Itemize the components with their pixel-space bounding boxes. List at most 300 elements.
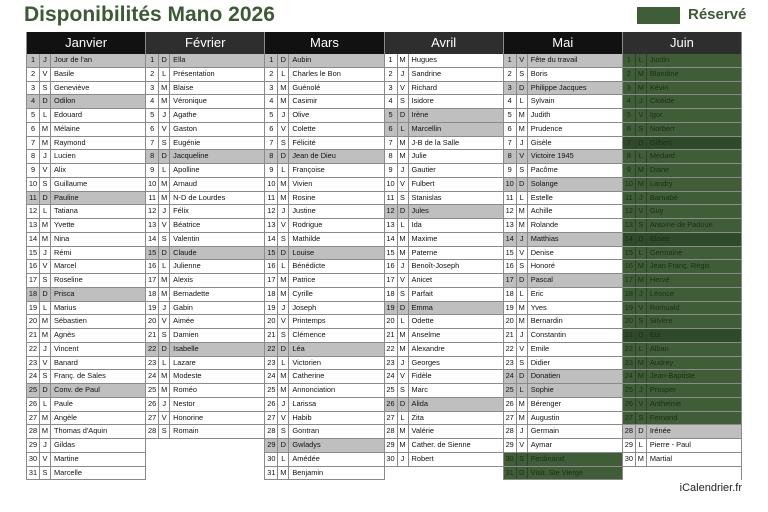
day-row bbox=[27, 453, 145, 467]
day-row bbox=[623, 398, 741, 412]
weekday-letter: D bbox=[517, 467, 528, 480]
saint-name: Pacôme bbox=[530, 165, 558, 174]
day-row bbox=[146, 370, 264, 384]
saint-name: Germaine bbox=[649, 247, 683, 257]
day-row bbox=[385, 82, 503, 96]
day-number: 26 bbox=[385, 398, 398, 411]
weekday-letter: M bbox=[40, 329, 51, 342]
saint-name: Aubin bbox=[292, 55, 312, 64]
weekday-letter: J bbox=[636, 288, 647, 301]
day-number: 9 bbox=[27, 164, 40, 177]
saint-name: Valérie bbox=[411, 426, 434, 436]
day-row bbox=[504, 68, 622, 82]
month-name: Avril bbox=[431, 35, 457, 50]
weekday-letter: S bbox=[40, 370, 51, 383]
day-row bbox=[265, 343, 383, 357]
weekday-letter: S bbox=[278, 329, 289, 342]
day-row bbox=[27, 95, 145, 109]
saint-name: Benoît-Joseph bbox=[411, 261, 460, 271]
weekday-letter: J bbox=[159, 302, 170, 315]
day-row bbox=[623, 164, 741, 178]
day-row bbox=[146, 329, 264, 343]
weekday-letter: L bbox=[398, 123, 409, 136]
day-number: 11 bbox=[623, 192, 636, 205]
saint-name: Parfait bbox=[411, 288, 433, 298]
day-row bbox=[27, 178, 145, 192]
day-number: 3 bbox=[504, 82, 517, 95]
weekday-letter: M bbox=[398, 439, 409, 452]
day-number: 15 bbox=[623, 247, 636, 260]
weekday-letter: J bbox=[278, 302, 289, 315]
day-row bbox=[265, 95, 383, 109]
day-number: 5 bbox=[623, 109, 636, 122]
day-number: 18 bbox=[385, 288, 398, 301]
weekday-letter: J bbox=[517, 425, 528, 438]
day-number: 21 bbox=[146, 329, 159, 342]
saint-name: Audrey bbox=[649, 357, 674, 367]
weekday-letter: V bbox=[636, 398, 647, 411]
weekday-letter: M bbox=[159, 95, 170, 108]
weekday-letter: J bbox=[398, 164, 409, 177]
day-number: 14 bbox=[623, 233, 636, 246]
weekday-letter: L bbox=[278, 453, 289, 466]
saint-name: Olive bbox=[292, 110, 310, 119]
day-number: 28 bbox=[623, 425, 636, 438]
day-row bbox=[385, 192, 503, 206]
weekday-letter: L bbox=[636, 343, 647, 356]
saint-name: Guillaume bbox=[54, 178, 88, 188]
weekday-letter: V bbox=[40, 164, 51, 177]
saint-name: Martial bbox=[649, 453, 673, 463]
day-row bbox=[146, 288, 264, 302]
day-number: 1 bbox=[265, 54, 278, 67]
day-number: 13 bbox=[623, 219, 636, 232]
month-column-5 bbox=[623, 32, 742, 480]
day-row bbox=[27, 274, 145, 288]
weekday-letter: V bbox=[159, 123, 170, 136]
saint-name: Alexis bbox=[173, 275, 193, 284]
day-number: 28 bbox=[504, 425, 517, 438]
weekday-letter: V bbox=[159, 412, 170, 425]
saint-name: Julie bbox=[411, 151, 427, 161]
day-number: 17 bbox=[265, 274, 278, 287]
weekday-letter: J bbox=[636, 95, 647, 108]
day-number: 22 bbox=[146, 343, 159, 356]
day-row bbox=[504, 384, 622, 398]
saint-name: Benjamin bbox=[292, 467, 324, 477]
day-number: 23 bbox=[385, 357, 398, 370]
saint-name: Roseline bbox=[54, 275, 83, 284]
weekday-letter: D bbox=[636, 329, 647, 342]
saint-name: Mathilde bbox=[292, 233, 321, 243]
saint-name: Yvette bbox=[54, 220, 75, 229]
saint-name: Guy bbox=[649, 206, 664, 216]
day-number: 8 bbox=[504, 150, 517, 163]
month-header bbox=[146, 32, 264, 54]
weekday-letter: L bbox=[398, 219, 409, 232]
day-number: 23 bbox=[265, 357, 278, 370]
day-number: 1 bbox=[623, 54, 636, 67]
day-row bbox=[265, 412, 383, 426]
weekday-letter: J bbox=[398, 68, 409, 81]
weekday-letter: V bbox=[517, 54, 528, 67]
day-row bbox=[146, 178, 264, 192]
saint-name: Hervé bbox=[649, 275, 670, 284]
day-number: 27 bbox=[265, 412, 278, 425]
day-number: 13 bbox=[385, 219, 398, 232]
weekday-letter: S bbox=[159, 233, 170, 246]
saint-name: Fulbert bbox=[411, 178, 435, 188]
day-row bbox=[265, 123, 383, 137]
weekday-letter: S bbox=[40, 274, 51, 287]
day-number: 13 bbox=[27, 219, 40, 232]
weekday-letter: M bbox=[159, 370, 170, 383]
day-number: 25 bbox=[146, 384, 159, 397]
weekday-letter: M bbox=[398, 343, 409, 356]
day-row bbox=[146, 192, 264, 206]
day-row bbox=[504, 137, 622, 151]
day-number: 29 bbox=[623, 439, 636, 452]
day-row bbox=[265, 288, 383, 302]
weekday-letter: S bbox=[159, 329, 170, 342]
day-row bbox=[623, 274, 741, 288]
saint-name: Robert bbox=[411, 453, 434, 463]
weekday-letter: L bbox=[40, 398, 51, 411]
page-title: Disponibilités Mano 2026 bbox=[24, 3, 275, 26]
day-row bbox=[504, 192, 622, 206]
saint-name: Valentin bbox=[173, 233, 200, 243]
day-row bbox=[385, 425, 503, 439]
saint-name: Anicet bbox=[411, 275, 433, 284]
day-row bbox=[265, 109, 383, 123]
day-number: 27 bbox=[504, 412, 517, 425]
day-list bbox=[623, 54, 741, 467]
month-name: Janvier bbox=[65, 35, 108, 50]
day-number: 27 bbox=[146, 412, 159, 425]
day-row bbox=[504, 467, 622, 481]
day-row bbox=[265, 137, 383, 151]
day-row bbox=[623, 109, 741, 123]
day-row bbox=[623, 315, 741, 329]
day-number: 9 bbox=[504, 164, 517, 177]
weekday-letter: J bbox=[159, 109, 170, 122]
saint-name: Nina bbox=[54, 233, 70, 243]
weekday-letter: S bbox=[517, 68, 528, 81]
weekday-letter: M bbox=[278, 95, 289, 108]
weekday-letter: S bbox=[278, 233, 289, 246]
day-row bbox=[385, 150, 503, 164]
saint-name: Printemps bbox=[292, 316, 326, 326]
day-row bbox=[385, 95, 503, 109]
day-row bbox=[623, 288, 741, 302]
day-number: 30 bbox=[623, 453, 636, 466]
saint-name: Ella bbox=[173, 55, 186, 64]
saint-name: Médard bbox=[649, 151, 675, 161]
day-row bbox=[385, 205, 503, 219]
weekday-letter: S bbox=[517, 260, 528, 273]
weekday-letter: S bbox=[636, 123, 647, 136]
day-number: 19 bbox=[146, 302, 159, 315]
weekday-letter: L bbox=[40, 109, 51, 122]
saint-name: Gaston bbox=[173, 123, 198, 133]
day-row bbox=[146, 150, 264, 164]
weekday-letter: M bbox=[278, 178, 289, 191]
weekday-letter: J bbox=[517, 233, 528, 246]
day-row bbox=[385, 137, 503, 151]
day-number: 7 bbox=[504, 137, 517, 150]
day-row bbox=[504, 205, 622, 219]
day-number: 17 bbox=[504, 274, 517, 287]
saint-name: Alexandre bbox=[411, 343, 445, 353]
weekday-letter: M bbox=[278, 192, 289, 205]
day-row bbox=[385, 357, 503, 371]
saint-name: Fidèle bbox=[411, 371, 432, 381]
day-number: 26 bbox=[146, 398, 159, 411]
day-row bbox=[623, 247, 741, 261]
saint-name: Cyrille bbox=[292, 288, 313, 298]
day-number: 5 bbox=[504, 109, 517, 122]
saint-name: Bérenger bbox=[530, 398, 562, 408]
saint-name: Didier bbox=[530, 357, 550, 367]
weekday-letter: S bbox=[398, 384, 409, 397]
weekday-letter: D bbox=[636, 233, 647, 246]
day-number: 26 bbox=[27, 398, 40, 411]
day-row bbox=[27, 150, 145, 164]
saint-name: Catherine bbox=[292, 371, 325, 381]
day-row bbox=[265, 260, 383, 274]
day-number: 8 bbox=[623, 150, 636, 163]
saint-name: Diane bbox=[649, 165, 670, 174]
weekday-letter: M bbox=[159, 178, 170, 191]
saint-name: Prisca bbox=[54, 288, 75, 298]
day-number: 3 bbox=[27, 82, 40, 95]
weekday-letter: L bbox=[398, 412, 409, 425]
day-number: 7 bbox=[27, 137, 40, 150]
day-number: 15 bbox=[504, 247, 517, 260]
day-row bbox=[623, 439, 741, 453]
saint-name: Augustin bbox=[530, 412, 560, 422]
saint-name: Marcel bbox=[54, 261, 77, 271]
weekday-letter: S bbox=[40, 178, 51, 191]
weekday-letter: M bbox=[159, 82, 170, 95]
day-number: 16 bbox=[27, 260, 40, 273]
saint-name: Franç. de Sales bbox=[54, 371, 106, 381]
day-number: 5 bbox=[27, 109, 40, 122]
day-number: 19 bbox=[265, 302, 278, 315]
weekday-letter: V bbox=[398, 370, 409, 383]
month-column-1 bbox=[146, 32, 265, 480]
saint-name: Lucien bbox=[54, 151, 76, 161]
month-column-3 bbox=[385, 32, 504, 480]
weekday-letter: S bbox=[636, 315, 647, 328]
day-number: 12 bbox=[146, 205, 159, 218]
day-row bbox=[504, 260, 622, 274]
saint-name: Alix bbox=[54, 165, 66, 174]
weekday-letter: D bbox=[517, 178, 528, 191]
day-number: 10 bbox=[504, 178, 517, 191]
day-number: 20 bbox=[623, 315, 636, 328]
saint-name: Marcellin bbox=[411, 123, 442, 133]
weekday-letter: V bbox=[40, 453, 51, 466]
day-number: 23 bbox=[27, 357, 40, 370]
day-row bbox=[27, 439, 145, 453]
day-row bbox=[146, 123, 264, 137]
day-row bbox=[504, 425, 622, 439]
weekday-letter: L bbox=[278, 260, 289, 273]
saint-name: Eric bbox=[530, 288, 544, 298]
day-number: 22 bbox=[265, 343, 278, 356]
day-number: 2 bbox=[265, 68, 278, 81]
saint-name: Conv. de Paul bbox=[54, 385, 100, 394]
weekday-letter: M bbox=[40, 123, 51, 136]
day-number: 12 bbox=[504, 205, 517, 218]
day-row bbox=[265, 233, 383, 247]
day-row bbox=[623, 68, 741, 82]
day-row bbox=[504, 453, 622, 467]
weekday-letter: M bbox=[40, 315, 51, 328]
weekday-letter: L bbox=[159, 260, 170, 273]
day-row bbox=[623, 370, 741, 384]
day-row bbox=[385, 315, 503, 329]
day-row bbox=[27, 164, 145, 178]
weekday-letter: D bbox=[40, 95, 51, 108]
saint-name: Sandrine bbox=[411, 68, 442, 78]
saint-name: Justine bbox=[292, 206, 316, 216]
day-row bbox=[146, 302, 264, 316]
weekday-letter: J bbox=[636, 192, 647, 205]
month-column-4 bbox=[504, 32, 623, 480]
weekday-letter: V bbox=[159, 315, 170, 328]
saint-name: Georges bbox=[411, 357, 440, 367]
day-row bbox=[27, 205, 145, 219]
day-number: 23 bbox=[146, 357, 159, 370]
day-number: 25 bbox=[504, 384, 517, 397]
weekday-letter: M bbox=[398, 54, 409, 67]
saint-name: Vivien bbox=[292, 178, 313, 188]
weekday-letter: V bbox=[636, 109, 647, 122]
day-number: 2 bbox=[27, 68, 40, 81]
saint-name: Eugénie bbox=[173, 137, 201, 147]
day-row bbox=[504, 288, 622, 302]
day-number: 22 bbox=[504, 343, 517, 356]
day-number: 3 bbox=[265, 82, 278, 95]
day-row bbox=[623, 82, 741, 96]
saint-name: Présentation bbox=[173, 68, 215, 78]
day-row bbox=[504, 233, 622, 247]
saint-name: Léonce bbox=[649, 288, 675, 298]
day-row bbox=[385, 109, 503, 123]
saint-name: Landry bbox=[649, 178, 673, 188]
weekday-letter: V bbox=[40, 260, 51, 273]
weekday-letter: L bbox=[636, 439, 647, 452]
weekday-letter: V bbox=[278, 219, 289, 232]
weekday-letter: V bbox=[398, 274, 409, 287]
saint-name: Martine bbox=[54, 453, 79, 463]
weekday-letter: V bbox=[159, 219, 170, 232]
saint-name: Basile bbox=[54, 68, 75, 78]
saint-name: Gabin bbox=[173, 302, 193, 312]
day-number: 9 bbox=[385, 164, 398, 177]
weekday-letter: D bbox=[278, 439, 289, 452]
day-number: 17 bbox=[623, 274, 636, 287]
weekday-letter: M bbox=[398, 329, 409, 342]
weekday-letter: V bbox=[636, 205, 647, 218]
weekday-letter: D bbox=[40, 288, 51, 301]
day-row bbox=[623, 329, 741, 343]
saint-name: J-B de la Salle bbox=[411, 137, 460, 147]
day-number: 21 bbox=[385, 329, 398, 342]
day-number: 28 bbox=[27, 425, 40, 438]
saint-name: Habib bbox=[292, 412, 312, 422]
day-number: 28 bbox=[265, 425, 278, 438]
day-number: 27 bbox=[27, 412, 40, 425]
day-number: 14 bbox=[265, 233, 278, 246]
saint-name: Denise bbox=[530, 247, 554, 257]
weekday-letter: J bbox=[159, 205, 170, 218]
weekday-letter: D bbox=[398, 302, 409, 315]
day-number: 25 bbox=[265, 384, 278, 397]
day-number: 2 bbox=[504, 68, 517, 81]
saint-name: Bernardin bbox=[530, 316, 563, 326]
day-row bbox=[265, 219, 383, 233]
day-number: 1 bbox=[27, 54, 40, 67]
saint-name: Irène bbox=[411, 110, 429, 119]
day-row bbox=[146, 109, 264, 123]
day-row bbox=[385, 302, 503, 316]
day-row bbox=[504, 315, 622, 329]
day-number: 4 bbox=[504, 95, 517, 108]
weekday-letter: D bbox=[636, 425, 647, 438]
saint-name: Elisée bbox=[649, 233, 670, 243]
saint-name: Sophie bbox=[530, 385, 554, 394]
day-row bbox=[504, 370, 622, 384]
day-number: 17 bbox=[385, 274, 398, 287]
weekday-letter: D bbox=[40, 384, 51, 397]
day-number: 7 bbox=[265, 137, 278, 150]
day-row bbox=[504, 398, 622, 412]
day-row bbox=[265, 357, 383, 371]
saint-name: Justin bbox=[649, 55, 670, 64]
day-number: 20 bbox=[146, 315, 159, 328]
day-number: 7 bbox=[623, 137, 636, 150]
day-row bbox=[385, 68, 503, 82]
day-number: 19 bbox=[27, 302, 40, 315]
weekday-letter: M bbox=[40, 233, 51, 246]
saint-name: N-D de Lourdes bbox=[173, 192, 226, 202]
day-number: 25 bbox=[27, 384, 40, 397]
weekday-letter: V bbox=[398, 178, 409, 191]
day-list bbox=[265, 54, 383, 480]
legend-label-reserved: Réservé bbox=[688, 6, 747, 23]
day-row bbox=[27, 425, 145, 439]
day-row bbox=[623, 302, 741, 316]
saint-name: Eté bbox=[649, 330, 661, 339]
weekday-letter: S bbox=[517, 164, 528, 177]
saint-name: Ida bbox=[411, 220, 422, 229]
day-number: 4 bbox=[265, 95, 278, 108]
weekday-letter: S bbox=[40, 82, 51, 95]
saint-name: Gautier bbox=[411, 165, 436, 174]
weekday-letter: M bbox=[40, 219, 51, 232]
saint-name: Modeste bbox=[173, 371, 202, 381]
saint-name: Clotilde bbox=[649, 96, 675, 106]
day-list bbox=[27, 54, 145, 480]
day-row bbox=[27, 370, 145, 384]
day-row bbox=[623, 357, 741, 371]
day-number: 3 bbox=[623, 82, 636, 95]
weekday-letter: M bbox=[517, 398, 528, 411]
day-row bbox=[27, 54, 145, 68]
